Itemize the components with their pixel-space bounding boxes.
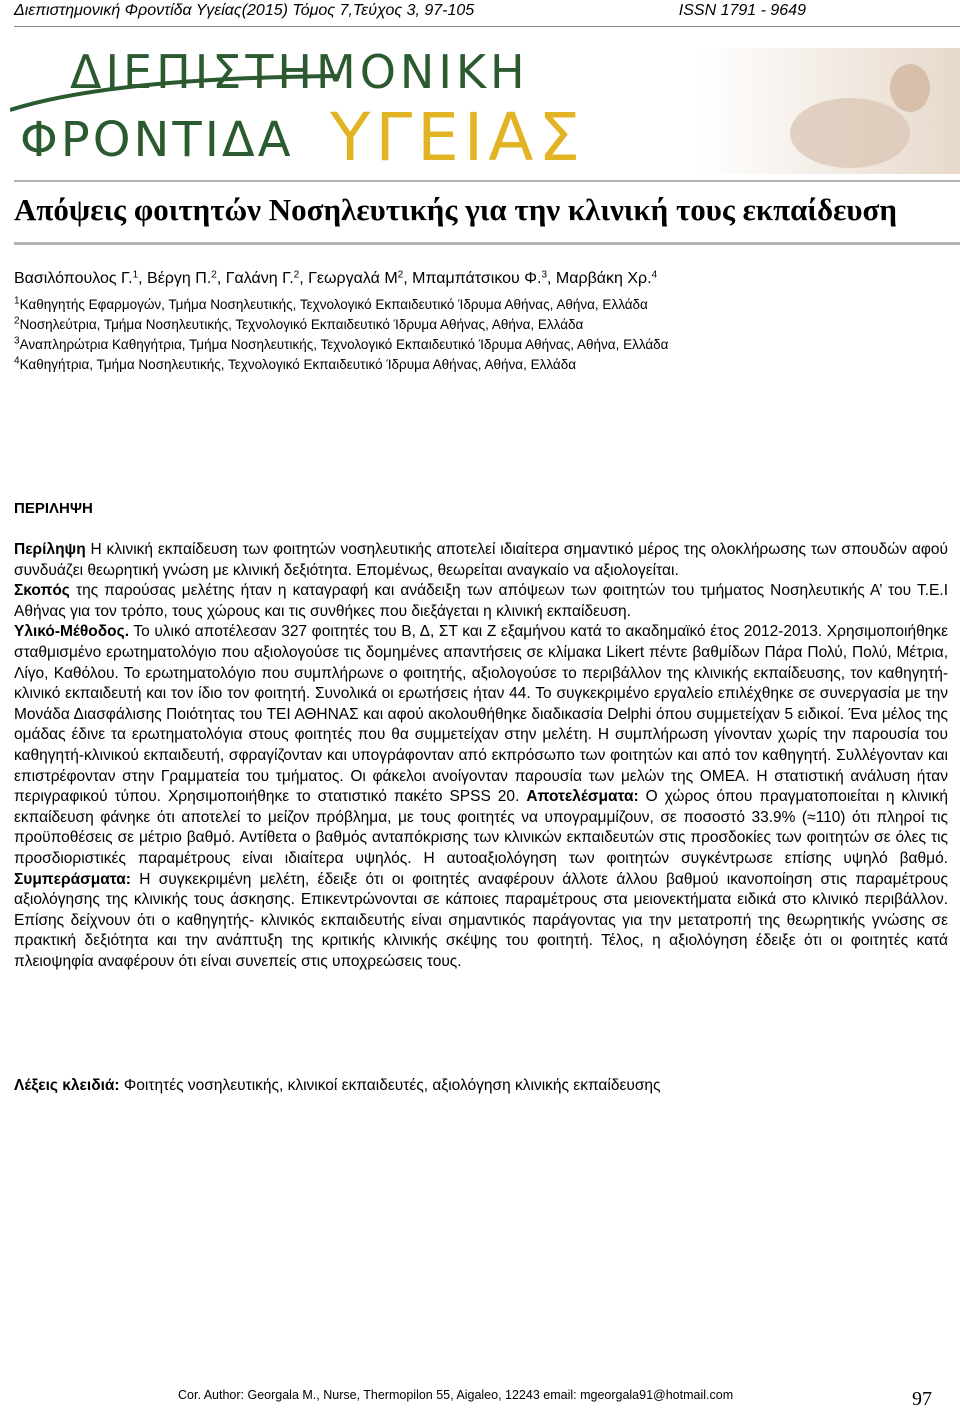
logo-photo-figure xyxy=(790,98,910,168)
article-title: Απόψεις φοιτητών Νοσηλευτικής για την κλινική τους εκπαίδευση xyxy=(14,192,897,227)
abstract-paragraph: Σκοπός της παρούσας μελέτης ήταν η καταγραφή και ανάδειξη των απόψεων των φοιτητών του τμήματος Νοσηλευτικής Α’ του Τ.Ε.Ι Αθήνας για τον τρόπο, τους χώρους και τις συνθήκες που διεξάγεται η κλινική εκπαίδευση. xyxy=(14,582,948,620)
logo-line2a: ΦΡΟΝΤΙΔΑ xyxy=(20,112,294,168)
abstract-paragraph: Υλικό-Μέθοδος. Το υλικό αποτέλεσαν 327 φοιτητές του Β, Δ, ΣΤ και Ζ εξαμήνου κατά το ακαδημαϊκό έτος 2012-2013. Χρησιμοποιήθηκε σταθμισμένο ερωτηματολόγιο που αξιολογούσε τις δομημένες απαντήσεις σε κλίμακα Likert πέντε βαθμίδων Πάρα Πολύ, Πολύ, Μέτρια, Λίγο, Καθόλου. Το ερωτηματολόγιο που συμπλήρωνε ο φοιτητής, αξιολογούσε το περιβάλλον της κλινικής εκπαίδευσης, τον καθηγητή-κλινικό εκπαιδευτή και τον ίδιο τον φοιτητή. Συνολικά οι ερωτήσεις ήταν 44. Το συγκεκριμένο εργαλείο επιλέχθηκε σε συνεργασία με την Μονάδα Διασφάλισης Ποιότητας του ΤΕΙ ΑΘΗΝΑΣ και αφού ακολουθήθηκε διαδικασία Delphi όπου συμμετείχαν 5 ειδικοί. Ένα μέλος της ομάδας έδινε τα ερωτηματολόγια στους φοιτητές που θα συμμετείχαν στην μελέτη. Η συμπλήρωση γίνονταν χωρίς την παρουσία του καθηγητή-κλινικού εκπαιδευτή, σφραγίζονταν και υπογράφονταν από εκπρόσωπο των φοιτητών και από τον καθηγητή. Συλλέγονταν και επιστρέφονταν στην Γραμματεία του τμήματος. Οι φάκελοι ανοίγονταν παρουσία των μελών της ΟΜΕΑ. Η στατιστική ανάλυση ήταν περιγραφικού τύπου. Χρησιμοποιήθηκε το στατιστικό πακέτο SPSS 20. Αποτελέσματα: Ο χώρος όπου πραγματοποιείται η κλινική εκπαίδευση φάνηκε ότι αποτελεί το μείζον πρόβλημα, με τους φοιτητές να υπογραμμίζουν, σε ποσοστό 33.9% (≈110) ότι πληροί τις προϋποθέσεις σε μέτριο βαθμό. Αντίθετα ο βαθμός ανταπόκρισης των κλινικών εκπαιδευτών στις προσδοκίες των φοιτητών σε όλες τις προσδιοριστικές παραμέτρους είναι ιδιαίτερα υψηλός. Η αυτοαξιολόγηση των φοιτητών συγκέντρωσε επίσης υψηλό βαθμό. Συμπεράσματα: Η συγκεκριμένη μελέτη, έδειξε ότι οι φοιτητές αναφέρουν άλλοτε άλλου βαθμού ικανοποίηση στις παραμέτρους αξιολόγησης της κλινικής τους άσκησης. Επικεντρώνονται σε κάποιες παραμέτρους στα μειονεκτήματα ειδικά στο κλινικό περιβάλλον. Επίσης δείχνουν ότι ο καθηγητής- κλινικός εκπαιδευτής είναι σημαντικός παράγοντας για την μετατροπή της θεωρητικής γνώσης σε πρακτική δεξιότητα και την ανάπτυξη της κριτικής κλινικής σκέψης του φοιτητή. Τέλος, η αξιολόγηση έδειξε ότι οι φοιτητές κατά πλειοψηφία αναφέρουν ότι είναι συνεπείς στις υποχρεώσεις τους. xyxy=(14,623,948,970)
author: Μαρβάκη Χρ. xyxy=(555,270,652,287)
affiliation: $^2$Νοσηλεύτρια, Τμήμα Νοσηλευτικής, Τεχνολογικό Εκπαιδευτικό Ίδρυμα Αθήνας, Αθήνα, Ελλάδα xyxy=(14,315,584,332)
abstract-body xyxy=(14,540,948,972)
issn: ISSN 1791 - 9649 xyxy=(678,2,806,19)
logo-line1: ΔΙΕΠΙΣΤΗΜΟΝΙΚΗ xyxy=(70,48,529,99)
affiliation: $^4$Καθηγήτρια, Τμήμα Νοσηλευτικής, Τεχνολογικό Εκπαιδευτικό Ίδρυμα Αθήνας, Αθήνα, Ελλάδα xyxy=(14,355,577,372)
running-header xyxy=(14,0,946,22)
author: Βασιλόπουλος Γ. xyxy=(14,270,133,287)
corresponding-author: Cor. Author: Georgala M., Nurse, Thermopilon 55, Aigaleo, 12243 email: mgeorgala91@hotmail.com xyxy=(178,1388,734,1402)
affiliation: $^1$Καθηγητής Εφαρμογών, Τμήμα Νοσηλευτικής, Τεχνολογικό Εκπαιδευτικό Ίδρυμα Αθήνας, Αθήνα, Ελλάδα xyxy=(14,295,648,312)
keywords: Λέξεις κλειδιά: Φοιτητές νοσηλευτικής, κλινικοί εκπαιδευτές, αξιολόγηση κλινικής εκπαίδευσης xyxy=(14,1077,661,1094)
header-rule xyxy=(14,26,960,27)
logo-photo-figure-head xyxy=(890,64,930,112)
author: Γεωργαλά Μ xyxy=(308,270,398,287)
title-top-rule xyxy=(14,180,960,182)
author: Βέργη Π. xyxy=(147,270,212,287)
affiliation: $^3$Αναπληρώτρια Καθηγήτρια, Τμήμα Νοσηλευτικής, Τεχνολογικό Εκπαιδευτικό Ίδρυμα Αθήνας, Αθήνα, Ελλάδα xyxy=(14,335,669,352)
author: Μπαμπάτσικου Φ. xyxy=(412,270,542,287)
author: Γαλάνη Γ. xyxy=(225,270,294,287)
abstract-heading: ΠΕΡΙΛΗΨΗ xyxy=(14,500,93,517)
logo-line2b: ΥΓΕΙΑΣ xyxy=(330,99,586,174)
author-list: Βασιλόπουλος Γ.$^1$, Βέργη Π.$^2$, Γαλάνη Γ.$^2$, Γεωργαλά $M^2$, Μπαμπάτσικου Φ.$^3$, Μαρβάκη Χρ.$^4$ xyxy=(14,269,658,287)
journal-citation: Διεπιστημονική Φροντίδα Υγείας(2015) Τόμος 7,Τεύχος 3, 97-105 xyxy=(14,2,475,19)
abstract-paragraph: Περίληψη Η κλινική εκπαίδευση των φοιτητών νοσηλευτικής αποτελεί ιδιαίτερα σημαντικό μέρος της ολοκλήρωσης των σπουδών αφού συνδυάζει θεωρητική γνώση με κλινική δεξιότητα. Επομένως, θεωρείται αναγκαίο να αξιολογείται. xyxy=(14,541,948,579)
journal-logo xyxy=(10,48,960,174)
title-bottom-rule xyxy=(14,242,960,245)
page-number: 97 xyxy=(912,1388,932,1410)
